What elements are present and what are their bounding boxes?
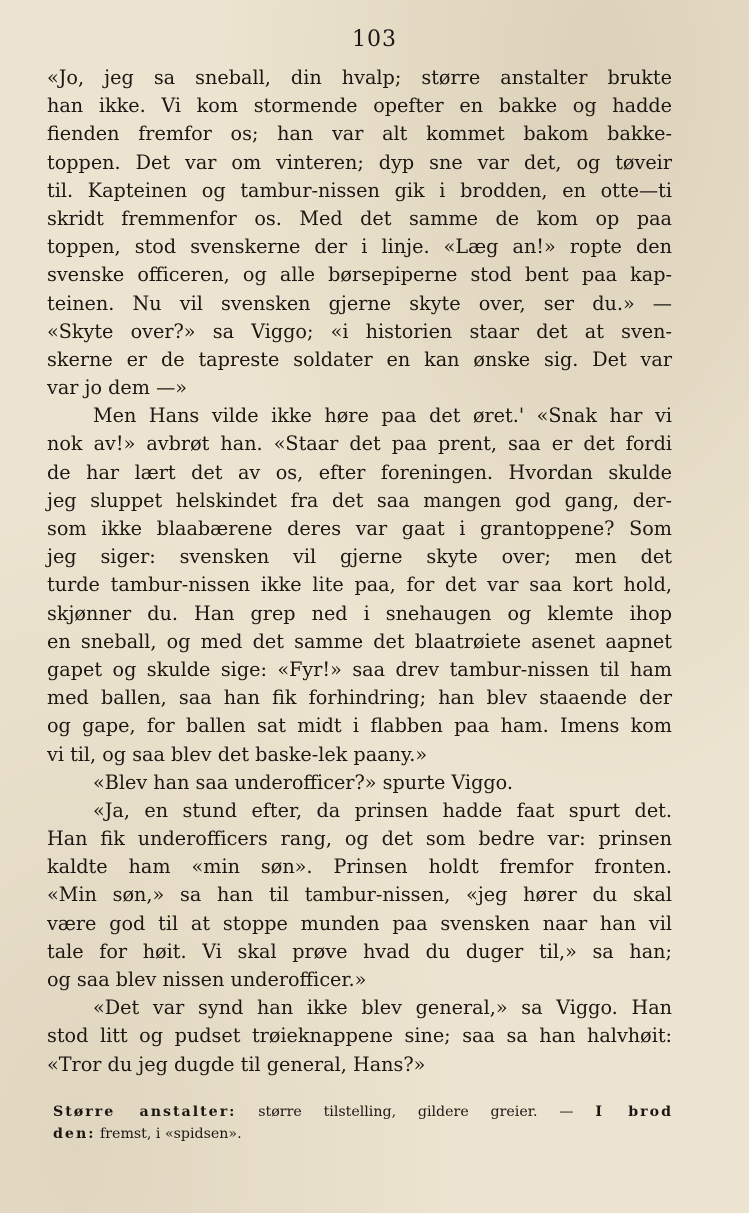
text-line: nok av!» avbrøt han. «Staar det paa prent, saa er det fordi (47, 432, 672, 456)
text-line: «Tror du jeg dugde til general, Hans?» (47, 1052, 426, 1076)
text-line: som ikke blaabærene deres var gaat i grantoppene? Som (47, 517, 672, 540)
text-line: «Blev han saa underofficer?» spurte Viggo. (93, 770, 513, 794)
body-text (47, 64, 672, 1079)
text-line: de har lært det av os, efter foreningen. Hvordan skulde (47, 460, 672, 484)
footnote (53, 1101, 673, 1145)
text-line: med ballen, saa han fik forhindring; han blev staaende der (47, 686, 672, 710)
text-line: toppen. Det var om vinteren; dyp sne var det, og tøveir (47, 150, 672, 174)
footnote-line (53, 1101, 673, 1123)
footnote-line (53, 1123, 673, 1145)
text-line: «Det var synd han ikke blev general,» sa Viggo. Han (93, 996, 672, 1020)
text-line: til. Kapteinen og tambur-nissen gik i brodden, en otte—ti (47, 178, 672, 202)
text-line: en sneball, og med det samme det blaatrøiete asenet aapnet (47, 629, 672, 653)
footnote-term: den: (53, 1126, 96, 1142)
text-line: jeg siger: svensken vil gjerne skyte over; men det (47, 545, 672, 569)
text-line: turde tambur-nissen ikke lite paa, for det var saa kort hold, (47, 573, 672, 597)
text-line: fienden fremfor os; han var alt kommet bakom bakke- (47, 122, 672, 146)
text-line: «Min søn,» sa han til tambur-nissen, «jeg hører du skal (47, 883, 672, 907)
text-line: skjønner du. Han grep ned i snehaugen og klemte ihop (47, 601, 672, 625)
text-line: «Jo, jeg sa sneball, din hvalp; større anstalter brukte (47, 66, 672, 89)
text-line: Men Hans vilde ikke høre paa det øret.' «Snak har vi (93, 404, 672, 428)
text-line: være god til at stoppe munden paa svensken naar han vil (47, 911, 672, 935)
text-line: kaldte ham «min søn». Prinsen holdt fremfor fronten. (47, 855, 672, 879)
text-line: var jo dem —» (47, 376, 188, 400)
footnote-term: Større anstalter: (53, 1104, 237, 1120)
footnote-definition: større tilstelling, gildere greier. — (258, 1104, 574, 1120)
page-number: 103 (352, 27, 397, 52)
text-line: skerne er de tapreste soldater en kan ønske sig. Det var (47, 347, 672, 371)
text-line: vi til, og saa blev det baske-lek paany.» (47, 742, 428, 766)
text-line: skridt fremmenfor os. Med det samme de kom op paa (47, 206, 672, 230)
text-line: tale for høit. Vi skal prøve hvad du duger til,» sa han; (47, 939, 672, 963)
text-line: «Skyte over?» sa Viggo; «i historien staar det at sven- (47, 319, 672, 343)
footnote-definition: fremst, i «spidsen». (100, 1126, 242, 1142)
text-line: stod litt og pudset trøieknappene sine; saa sa han halvhøit: (47, 1024, 672, 1048)
text-line: gapet og skulde sige: «Fyr!» saa drev tambur-nissen til ham (47, 657, 672, 681)
text-line: svenske officeren, og alle børsepiperne stod bent paa kap- (47, 263, 672, 287)
text-line: jeg sluppet helskindet fra det saa mangen god gang, der- (47, 488, 672, 512)
text-line: han ikke. Vi kom stormende opefter en bakke og hadde (47, 94, 672, 118)
text-line: og gape, for ballen sat midt i flabben paa ham. Imens kom (47, 714, 672, 738)
text-line: og saa blev nissen underofficer.» (47, 968, 367, 991)
text-line: «Ja, en stund efter, da prinsen hadde faat spurt det. (93, 798, 672, 822)
text-line: teinen. Nu vil svensken gjerne skyte over, ser du.» — (47, 291, 672, 315)
footnote-term: I brod (595, 1104, 674, 1120)
text-line: toppen, stod svenskerne der i linje. «Læg an!» ropte den (47, 235, 672, 259)
text-line: Han fik underofficers rang, og det som bedre var: prinsen (47, 827, 672, 851)
